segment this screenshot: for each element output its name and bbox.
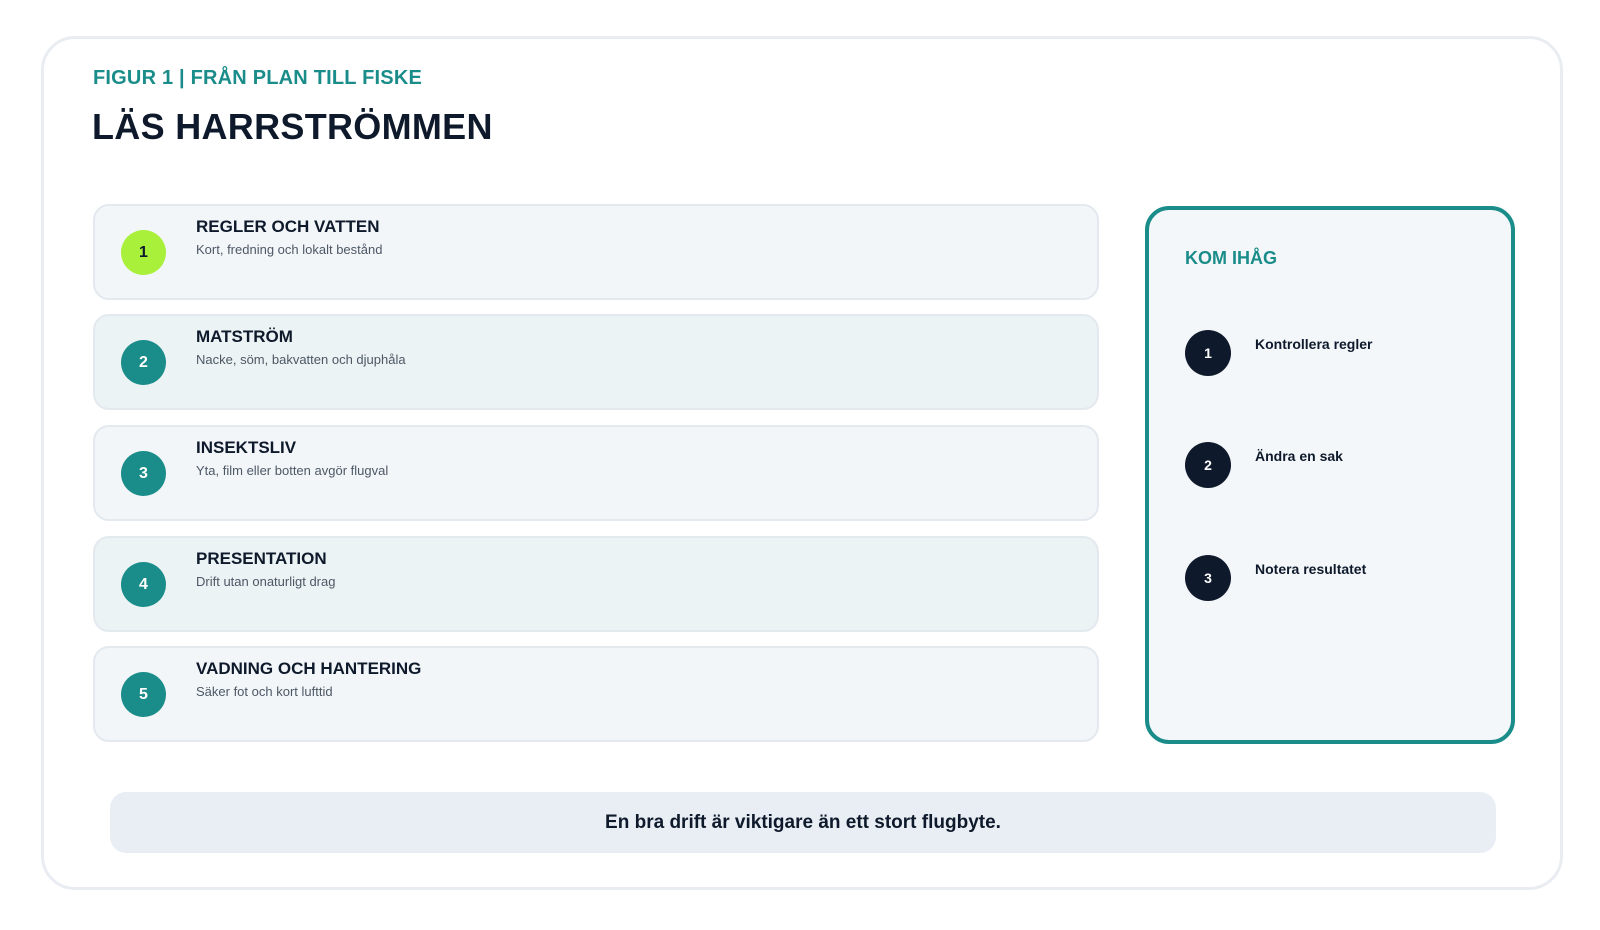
reminder-title: KOM IHÅG [1185, 248, 1277, 268]
figure-kicker: FIGUR 1 | FRÅN PLAN TILL FISKE [93, 67, 423, 89]
step-card-2 [93, 314, 1099, 410]
step-card-1 [93, 204, 1099, 300]
step-card-4 [93, 536, 1099, 632]
step-description: Säker fot och kort lufttid [196, 684, 333, 699]
step-description: Kort, fredning och lokalt bestånd [196, 242, 383, 257]
step-description: Nacke, söm, bakvatten och djuphåla [196, 352, 406, 367]
step-title: MATSTRÖM [196, 327, 293, 346]
reminder-item-1 [1185, 330, 1485, 376]
step-number-badge: 2 [121, 340, 166, 385]
step-card-5 [93, 646, 1099, 742]
reminder-number-badge: 1 [1185, 330, 1231, 376]
reminder-label: Notera resultatet [1255, 561, 1367, 577]
reminder-number-badge: 2 [1185, 442, 1231, 488]
reminder-number-badge: 3 [1185, 555, 1231, 601]
step-number-badge: 4 [121, 562, 166, 607]
step-number-badge-highlighted: 1 [121, 230, 166, 275]
step-description: Yta, film eller botten avgör flugval [196, 463, 389, 478]
step-number-badge: 5 [121, 672, 166, 717]
footer-takeaway: En bra drift är viktigare än ett stort flugbyte. [110, 792, 1496, 853]
reminder-label: Kontrollera regler [1255, 336, 1373, 352]
step-title: INSEKTSLIV [196, 438, 297, 457]
step-title: PRESENTATION [196, 549, 327, 568]
reminder-item-3 [1185, 555, 1485, 601]
step-title: VADNING OCH HANTERING [196, 659, 422, 678]
reminder-panel [1145, 206, 1515, 744]
step-title: REGLER OCH VATTEN [196, 217, 380, 236]
step-number-badge: 3 [121, 451, 166, 496]
step-card-3 [93, 425, 1099, 521]
step-description: Drift utan onaturligt drag [196, 574, 336, 589]
reminder-label: Ändra en sak [1255, 448, 1343, 464]
page-title: LÄS HARRSTRÖMMEN [92, 106, 493, 147]
reminder-item-2 [1185, 442, 1485, 488]
